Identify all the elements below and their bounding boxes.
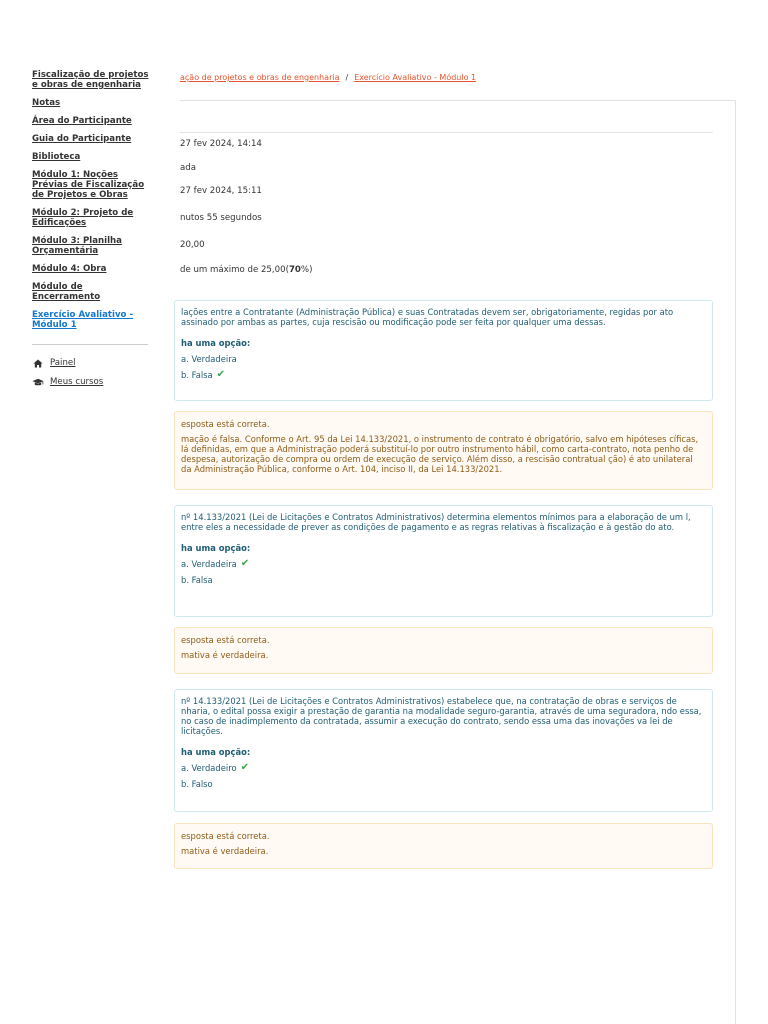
option-label: b. Falso bbox=[181, 779, 213, 789]
feedback-explanation: mativa é verdadeira. bbox=[181, 650, 269, 660]
sidebar-item-modulo-2[interactable]: Módulo 2: Projeto de Edificações bbox=[32, 208, 134, 228]
meus-cursos-label[interactable]: Meus cursos bbox=[50, 377, 104, 387]
option-b[interactable] bbox=[181, 779, 702, 789]
sidebar-item-notas[interactable]: Notas bbox=[32, 98, 61, 108]
feedback-result: esposta está correta. bbox=[181, 635, 270, 645]
breadcrumb-current-link[interactable]: Exercício Avaliativo - Módulo 1 bbox=[354, 73, 477, 82]
option-a[interactable] bbox=[181, 559, 702, 569]
check-icon: ✔ bbox=[240, 762, 250, 773]
home-icon bbox=[32, 359, 44, 368]
question-prompt: ha uma opção: bbox=[181, 747, 251, 757]
graduation-cap-icon bbox=[32, 378, 44, 387]
option-b[interactable] bbox=[181, 575, 702, 585]
option-label: a. Verdadeira bbox=[181, 354, 237, 364]
question-3 bbox=[174, 689, 713, 812]
summary-completed: 27 fev 2024, 15:11 bbox=[180, 186, 262, 196]
check-icon: ✔ bbox=[216, 369, 226, 380]
sidebar-item-exercicio-avaliativo[interactable]: Exercício Avaliativo - Módulo 1 bbox=[32, 310, 134, 330]
sidebar-link-meus-cursos[interactable] bbox=[32, 377, 150, 387]
question-2 bbox=[174, 505, 713, 617]
feedback-result: esposta está correta. bbox=[181, 419, 270, 429]
summary-grade bbox=[180, 265, 312, 275]
content-panel-right-border bbox=[735, 100, 736, 1024]
feedback-explanation: mativa é verdadeira. bbox=[181, 846, 269, 856]
question-text: nº 14.133/2021 (Lei de Licitações e Contratos Administrativos) determina elementos mínimos para a elaboração de um l, entre eles a necessidade de prever as condições de pagamento e as regras relativas à fiscalização e à gestão do ato. bbox=[181, 512, 691, 532]
painel-label[interactable]: Painel bbox=[50, 358, 76, 368]
breadcrumb-course-link[interactable]: ação de projetos e obras de engenharia bbox=[180, 73, 340, 82]
option-b[interactable] bbox=[181, 370, 702, 380]
sidebar-divider bbox=[32, 344, 148, 345]
grade-percent: 70 bbox=[288, 265, 301, 275]
option-label: b. Falsa bbox=[181, 575, 213, 585]
option-a[interactable] bbox=[181, 763, 702, 773]
sidebar-item-modulo-3[interactable]: Módulo 3: Planilha Orçamentária bbox=[32, 236, 122, 256]
sidebar-item-biblioteca[interactable]: Biblioteca bbox=[32, 152, 81, 162]
summary-marks: 20,00 bbox=[180, 240, 205, 250]
question-prompt: ha uma opção: bbox=[181, 543, 251, 553]
feedback-2 bbox=[174, 627, 713, 674]
grade-prefix: de um máximo de 25,00( bbox=[180, 265, 289, 275]
question-text: lações entre a Contratante (Administração Pública) e suas Contratadas devem ser, obrigatoriamente, regidas por ato assinado por ambas as partes, cuja rescisão ou modificação pode ser feita por qualquer uma dessas. bbox=[181, 307, 674, 327]
option-label: a. Verdadeira bbox=[181, 559, 237, 569]
summary-started: 27 fev 2024, 14:14 bbox=[180, 139, 262, 149]
breadcrumb-separator: / bbox=[345, 73, 349, 82]
sidebar-item-modulo-4[interactable]: Módulo 4: Obra bbox=[32, 264, 107, 274]
sidebar-item-course[interactable]: Fiscalização de projetos e obras de engenharia bbox=[32, 70, 149, 90]
feedback-3 bbox=[174, 823, 713, 869]
feedback-result: esposta está correta. bbox=[181, 831, 270, 841]
feedback-1 bbox=[174, 411, 713, 490]
sidebar-item-modulo-1[interactable]: Módulo 1: Noções Prévias de Fiscalização de Projetos e Obras bbox=[32, 170, 145, 200]
sidebar-item-guia-participante[interactable]: Guia do Participante bbox=[32, 134, 132, 144]
summary-duration: nutos 55 segundos bbox=[180, 213, 262, 223]
question-prompt: ha uma opção: bbox=[181, 338, 251, 348]
check-icon: ✔ bbox=[240, 558, 250, 569]
option-label: b. Falsa bbox=[181, 370, 213, 380]
summary-state: ada bbox=[180, 163, 196, 173]
question-text: nº 14.133/2021 (Lei de Licitações e Contratos Administrativos) estabelece que, na contratação de obras e serviços de nharia, o edital possa exigir a prestação de garantia na modalidade seguro-garantia, através de uma seguradora, ndo essa, no caso de inadimplemento da contratada, assumir a execução do contrato, sendo essa uma das inovações va lei de licitações. bbox=[181, 696, 702, 736]
sidebar-item-area-participante[interactable]: Área do Participante bbox=[32, 116, 132, 126]
option-label: a. Verdadeiro bbox=[181, 763, 237, 773]
sidebar-item-encerramento[interactable]: Módulo de Encerramento bbox=[32, 282, 101, 302]
course-sidebar bbox=[32, 70, 150, 396]
sidebar-link-painel[interactable] bbox=[32, 358, 150, 368]
option-a[interactable] bbox=[181, 354, 702, 364]
feedback-explanation: mação é falsa. Conforme o Art. 95 da Lei 14.133/2021, o instrumento de contrato é obrigatório, salvo em hipóteses cíficas, lá definidas, em que a Administração poderá substituí-lo por outro instrumento hábil, como carta-contrato, nota penho de despesa, autorização de compra ou ordem de execução de serviço. Além disso, a rescisão contratual ção) é ato unilateral da Administração Pública, conforme o Art. 104, inciso II, da Lei 14.133/2021. bbox=[181, 434, 699, 474]
breadcrumb bbox=[180, 73, 476, 82]
grade-suffix: %) bbox=[300, 265, 313, 275]
question-1 bbox=[174, 300, 713, 401]
summary-divider bbox=[180, 132, 713, 133]
content-panel-top-border bbox=[180, 100, 736, 101]
